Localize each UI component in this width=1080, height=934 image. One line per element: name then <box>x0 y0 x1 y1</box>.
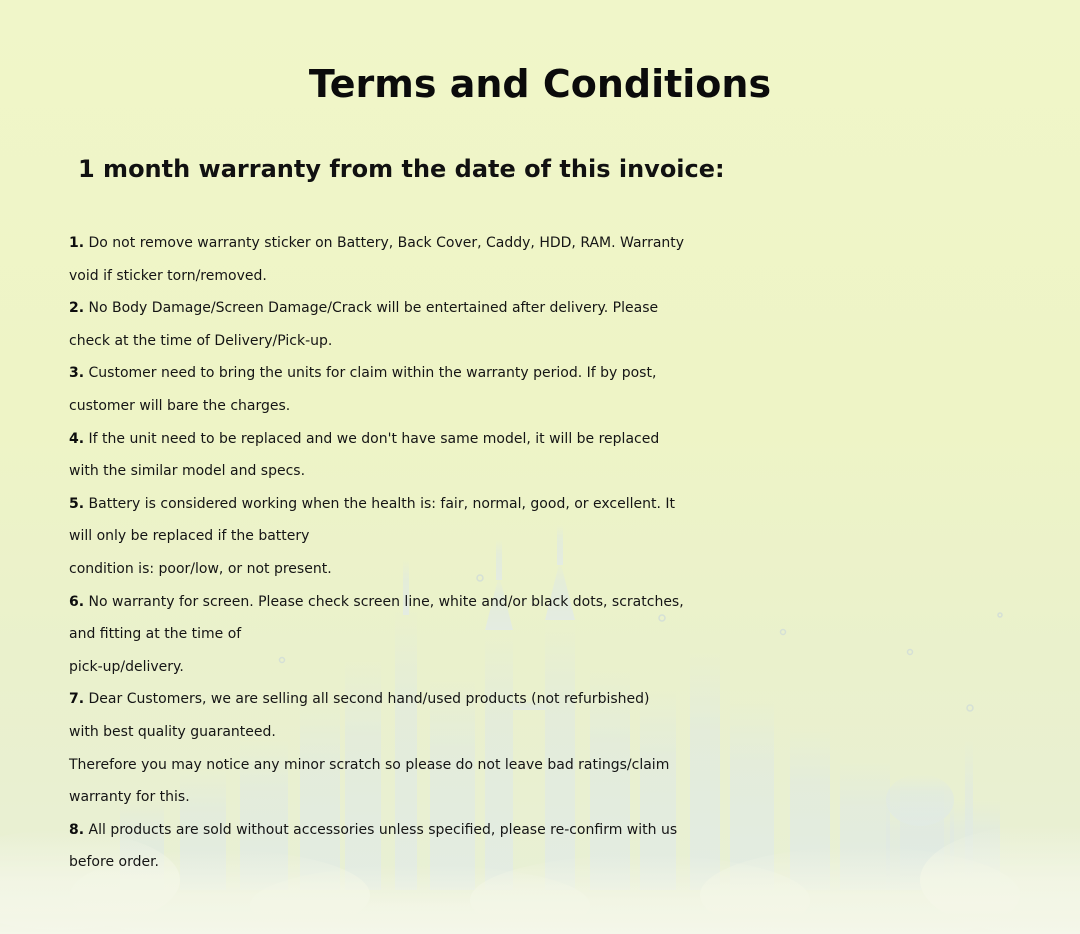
term-text: customer will bare the charges. <box>69 397 291 414</box>
term-number: 6. <box>69 593 85 610</box>
term-number: 4. <box>69 430 85 447</box>
term-item <box>69 227 1019 292</box>
warranty-subtitle: 1 month warranty from the date of this invoice: <box>78 155 725 183</box>
term-item <box>69 357 1019 422</box>
term-text: If the unit need to be replaced and we don't have same model, it will be replaced <box>88 430 660 447</box>
term-item <box>69 423 1019 488</box>
term-text: Battery is considered working when the health is: fair, normal, good, or excellent. It <box>88 495 675 512</box>
term-text: with best quality guaranteed. <box>69 723 276 740</box>
term-text: Dear Customers, we are selling all second hand/used products (not refurbished) <box>88 691 650 708</box>
term-number: 8. <box>69 821 85 838</box>
term-item <box>69 292 1019 357</box>
term-text: condition is: poor/low, or not present. <box>69 560 332 577</box>
term-item <box>69 814 1019 879</box>
term-text: will only be replaced if the battery <box>69 528 310 545</box>
term-number: 1. <box>69 235 85 251</box>
term-number: 5. <box>69 495 85 512</box>
term-text: Customer need to bring the units for claim within the warranty period. If by post, <box>88 365 657 382</box>
term-number: 2. <box>69 300 85 317</box>
term-number: 7. <box>69 691 85 708</box>
term-number: 3. <box>69 365 85 382</box>
term-text: Therefore you may notice any minor scratch so please do not leave bad ratings/claim <box>69 756 670 773</box>
term-text: warranty for this. <box>69 789 190 806</box>
terms-list <box>69 227 1019 879</box>
term-text: and fitting at the time of <box>69 626 242 643</box>
term-text: Do not remove warranty sticker on Battery, Back Cover, Caddy, HDD, RAM. Warranty <box>88 235 685 251</box>
term-text: pick-up/delivery. <box>69 658 184 675</box>
term-text: check at the time of Delivery/Pick-up. <box>69 332 333 349</box>
term-text: No warranty for screen. Please check screen line, white and/or black dots, scratches, <box>88 593 684 610</box>
term-text: All products are sold without accessories unless specified, please re-confirm with us <box>88 821 678 838</box>
term-item <box>69 488 1019 586</box>
term-item <box>69 683 1019 813</box>
term-item <box>69 586 1019 684</box>
term-text: void if sticker torn/removed. <box>69 267 267 284</box>
page-title: Terms and Conditions <box>308 62 772 106</box>
term-text: No Body Damage/Screen Damage/Crack will be entertained after delivery. Please <box>88 300 659 317</box>
term-text: with the similar model and specs. <box>69 463 306 480</box>
term-text: before order. <box>69 854 160 871</box>
